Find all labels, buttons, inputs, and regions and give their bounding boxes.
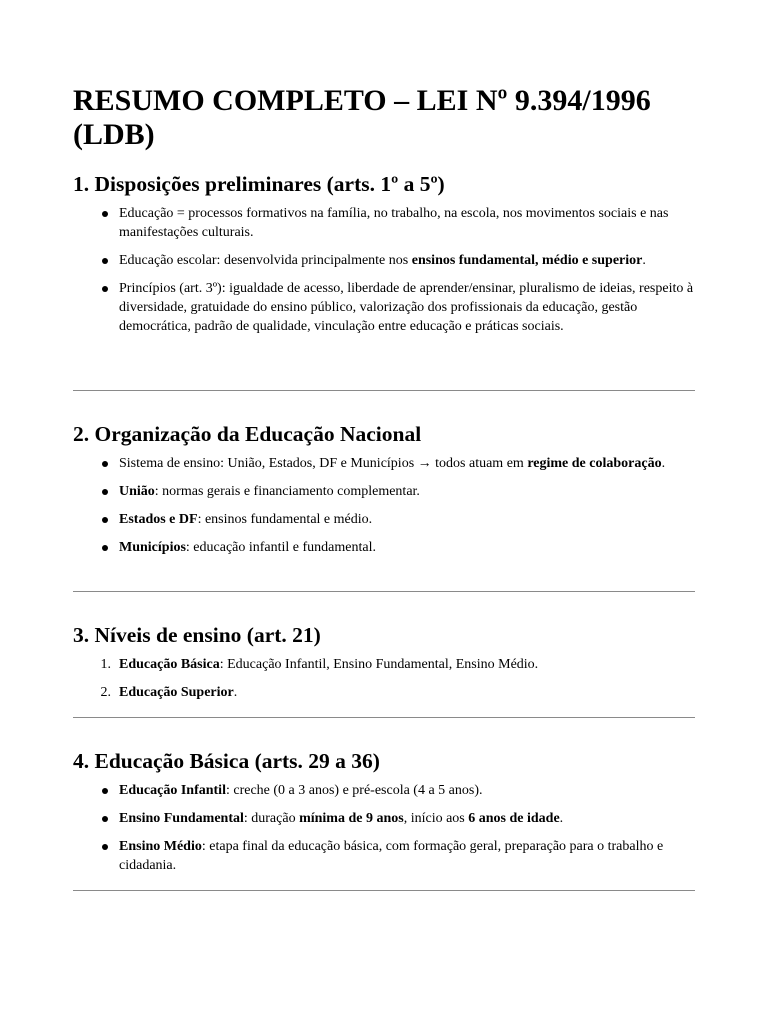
bullet-icon bbox=[102, 489, 108, 495]
bullet-icon bbox=[102, 517, 108, 523]
list-item: Municípios: educação infantil e fundamental. bbox=[73, 538, 695, 557]
section-4-heading: 4. Educação Básica (arts. 29 a 36) bbox=[73, 749, 380, 773]
section-1-list bbox=[73, 204, 695, 336]
list-item: Ensino Fundamental: duração mínima de 9 anos, início aos 6 anos de idade. bbox=[73, 809, 695, 828]
section-1-heading: 1. Disposições preliminares (arts. 1º a 5º) bbox=[73, 172, 445, 196]
bullet-icon bbox=[102, 211, 108, 217]
section-2 bbox=[73, 421, 695, 557]
divider bbox=[73, 390, 695, 391]
section-1 bbox=[73, 171, 695, 336]
bullet-icon bbox=[102, 258, 108, 264]
bullet-icon bbox=[102, 816, 108, 822]
list-item: Sistema de ensino: União, Estados, DF e Municípios → todos atuam em regime de colaboração. bbox=[73, 454, 695, 473]
list-item: Educação escolar: desenvolvida principalmente nos ensinos fundamental, médio e superior. bbox=[73, 251, 695, 270]
list-item: Estados e DF: ensinos fundamental e médio. bbox=[73, 510, 695, 529]
section-4-list bbox=[73, 781, 695, 875]
bullet-icon bbox=[102, 461, 108, 467]
section-3 bbox=[73, 622, 695, 702]
divider bbox=[73, 890, 695, 891]
list-item: Educação Infantil: creche (0 a 3 anos) e pré-escola (4 a 5 anos). bbox=[73, 781, 695, 800]
list-item: 1. Educação Básica: Educação Infantil, Ensino Fundamental, Ensino Médio. bbox=[100, 657, 539, 672]
bullet-icon bbox=[102, 545, 108, 551]
list-item: Ensino Médio: etapa final da educação básica, com formação geral, preparação para o trabalho e cidadania. bbox=[73, 837, 695, 875]
bullet-icon bbox=[102, 286, 108, 292]
bullet-icon bbox=[102, 788, 108, 794]
list-item: Educação = processos formativos na família, no trabalho, na escola, nos movimentos sociais e nas manifestações culturais. bbox=[73, 204, 695, 242]
section-2-list bbox=[73, 454, 695, 557]
document-title: RESUMO COMPLETO – LEI Nº 9.394/1996 (LDB) bbox=[73, 84, 651, 151]
list-item: Princípios (art. 3º): igualdade de acesso, liberdade de aprender/ensinar, pluralismo de ideias, respeito à diversidade, gratuidade do ensino público, valorização dos profissionais da educação, gestão democrática, padrão de qualidade, vinculação entre educação e práticas sociais. bbox=[73, 279, 695, 336]
section-3-list bbox=[73, 655, 695, 702]
arrow-right-icon: → bbox=[417, 456, 432, 471]
divider bbox=[73, 591, 695, 592]
section-2-heading: 2. Organização da Educação Nacional bbox=[73, 422, 422, 446]
bullet-icon bbox=[102, 844, 108, 850]
section-4 bbox=[73, 748, 695, 875]
list-item: União: normas gerais e financiamento complementar. bbox=[73, 482, 695, 501]
list-item: 2. Educação Superior. bbox=[100, 685, 238, 700]
section-3-heading: 3. Níveis de ensino (art. 21) bbox=[73, 623, 321, 647]
divider bbox=[73, 717, 695, 718]
